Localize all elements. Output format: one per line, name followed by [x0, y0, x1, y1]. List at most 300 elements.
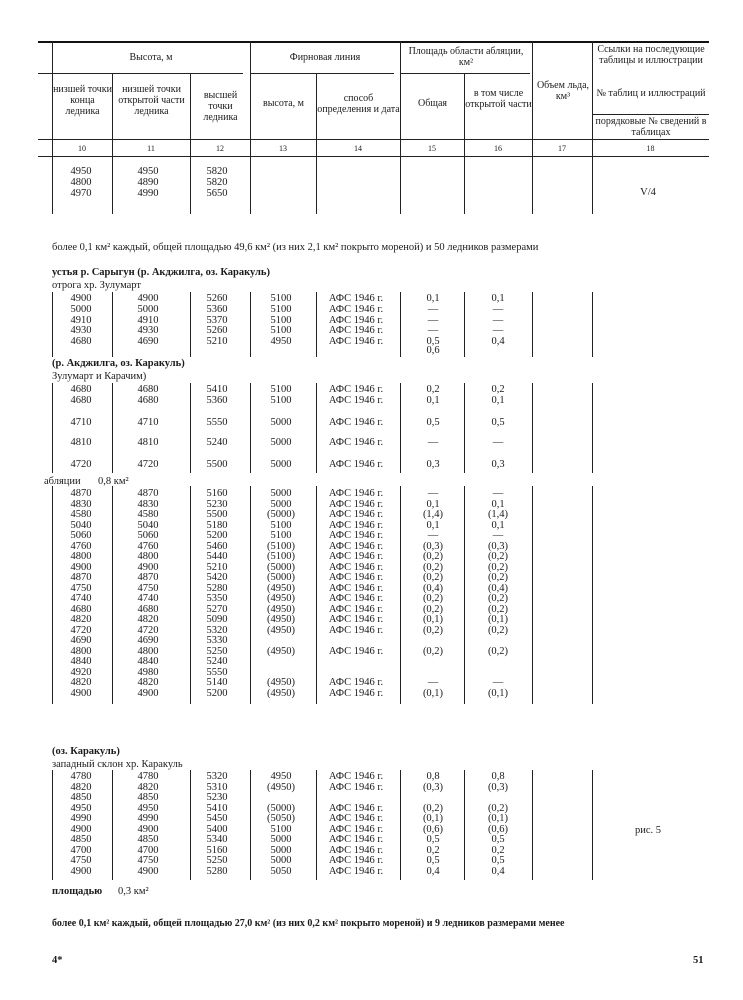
header-rule-area: [400, 73, 530, 74]
table-top-rule: [38, 41, 709, 43]
g1-cell-firn-method: АФС 1946 г.: [328, 293, 384, 304]
g2-cell-low-end: 4710: [70, 417, 92, 428]
header-refs-numbers: порядковые № сведений в таблицах: [595, 116, 707, 138]
g3-cell-area-open: (0,3): [487, 540, 509, 552]
g1-vrule: [464, 292, 465, 357]
g2-vrule: [316, 383, 317, 473]
g1-cell-high: 5210: [206, 336, 228, 347]
g1-cell-firn-height: 5100: [270, 325, 292, 336]
g3-cell-firn-method: АФС 1946 г.: [328, 645, 384, 657]
g3-cell-area-open: (0,1): [487, 614, 509, 625]
g2-cell-low-end: 4720: [70, 459, 92, 470]
colnum-15: 15: [428, 144, 436, 153]
g1-cell-low-open: 4930: [137, 325, 159, 336]
g4-cell-low-end: 4850: [70, 834, 92, 845]
g2-cell-high: 5500: [206, 459, 228, 470]
g3-cell-area-open: (0,2): [487, 561, 509, 573]
g0-cell-low-end: 4970: [70, 188, 92, 199]
g4-cell-low-end: 4990: [70, 813, 92, 824]
g2-cell-area-total: 0,3: [426, 459, 440, 470]
g4-cell-area-total: (0,1): [422, 813, 444, 824]
g4-cell-firn-method: АФС 1946 г.: [328, 802, 384, 814]
g1-vrule: [112, 292, 113, 357]
g3-cell-area-open: (0,2): [487, 603, 509, 615]
g4-cell-area-total: 0,5: [426, 834, 440, 845]
g4-cell-low-end: 4900: [70, 865, 92, 877]
g3-cell-area-total: (0,2): [422, 624, 444, 636]
g1-cell-area-total: —: [427, 304, 439, 315]
g3-cell-area-total: (0,4): [422, 582, 444, 594]
g1-cell-low-end: 5000: [70, 304, 92, 315]
g4-vrule: [190, 770, 191, 880]
g3-cell-low-end: 4740: [70, 593, 92, 604]
g3-cell-low-end: 4870: [70, 572, 92, 583]
g4-cell-area-total: (0,3): [422, 781, 444, 793]
g4-vrule: [592, 770, 593, 880]
g1-cell-firn-height: 5100: [270, 304, 292, 315]
g1-cell-area-total: 0,5: [426, 336, 440, 347]
g1-cell-low-end: 4900: [70, 293, 92, 304]
g4-cell-low-end: 4700: [70, 844, 92, 856]
colnum-13: 13: [279, 144, 287, 153]
g0-cell-high: 5820: [206, 177, 228, 188]
g3-cell-high: 5180: [206, 519, 228, 531]
g3-cell-low-end: 4580: [70, 509, 92, 520]
g3-cell-firn-height: (5000): [267, 509, 295, 520]
g1-cell-low-open: 4910: [137, 315, 159, 326]
g3-cell-low-open: 4830: [137, 498, 159, 510]
colnum-11: 11: [147, 144, 155, 153]
g4-cell-high: 5160: [206, 844, 228, 856]
g3-cell-firn-height: (4950): [267, 582, 295, 594]
g4-cell-high: 5320: [206, 771, 228, 782]
g3-cell-high: 5330: [206, 635, 228, 646]
g3-cell-firn-method: АФС 1946 г.: [328, 603, 384, 615]
g3-cell-low-open: 4680: [137, 603, 159, 615]
g3-cell-low-open: 4800: [137, 551, 159, 562]
g3-cell-high: 5440: [206, 551, 228, 562]
colnum-18: 18: [646, 144, 655, 153]
g1-cell-area-open: —: [492, 315, 504, 326]
g3-cell-low-open: 4800: [137, 645, 159, 657]
g3-vrule: [112, 486, 113, 704]
g3-cell-high: 5280: [206, 582, 228, 594]
g0-cell-low-end: 4800: [70, 177, 92, 188]
g4-cell-area-total: (0,2): [422, 802, 444, 814]
g0-ref: V/4: [640, 187, 656, 198]
g3-cell-area-total: 0,1: [426, 519, 440, 531]
g3-cell-firn-height: (4950): [267, 603, 295, 615]
colnum-14: 14: [354, 144, 362, 153]
g1-vrule: [592, 292, 593, 357]
g1-cell-area-total: —: [427, 325, 439, 336]
summary-text-1: более 0,1 км² каждый, общей площадью 49,6 км² (из них 2,1 км² покрыто мореной) и 50 ледников размерами: [52, 242, 539, 253]
g1-cell-low-open: 5000: [137, 304, 159, 315]
g4-cell-firn-method: АФС 1946 г.: [328, 781, 384, 793]
g0-vrule: [400, 156, 401, 214]
g2-cell-firn-height: 5100: [270, 395, 292, 406]
g1-cell-firn-method: АФС 1946 г.: [328, 315, 384, 326]
g1-cell-area-total: 0,1: [426, 293, 440, 304]
g3-cell-area-total: (0,2): [422, 561, 444, 573]
g3-vrule: [464, 486, 465, 704]
g2-cell-firn-height: 5000: [270, 417, 292, 428]
g3-cell-firn-method: АФС 1946 г.: [328, 551, 384, 562]
g2-cell-firn-method: АФС 1946 г.: [328, 384, 384, 395]
g3-cell-area-total: (0,2): [422, 603, 444, 615]
g4-cell-firn-method: АФС 1946 г.: [328, 844, 384, 856]
g4-cell-area-open: (0,3): [487, 781, 509, 793]
g2-cell-area-total: 0,2: [426, 384, 440, 395]
g4-cell-firn-height: 5100: [270, 823, 292, 835]
g4-cell-firn-height: (4950): [267, 781, 295, 793]
g3-cell-area-open: 0,1: [491, 498, 505, 510]
g4-cell-low-open: 4900: [137, 823, 159, 835]
g3-cell-low-end: 5060: [70, 530, 92, 541]
g4-cell-low-end: 4850: [70, 792, 92, 803]
g4-vrule: [250, 770, 251, 880]
g3-cell-firn-method: АФС 1946 г.: [328, 519, 384, 531]
g2-cell-low-open: 4810: [137, 437, 159, 448]
colnum-rule: [38, 156, 709, 157]
g3-label-area: 0,8 км²: [98, 476, 129, 487]
g2-cell-low-end: 4810: [70, 437, 92, 448]
g3-cell-low-end: 4870: [70, 488, 92, 499]
g3-cell-low-open: 4580: [137, 509, 159, 520]
g4-cell-low-open: 4900: [137, 865, 159, 877]
g4-cell-high: 5410: [206, 802, 228, 814]
g4-ref: рис. 5: [634, 825, 662, 836]
g2-vrule: [250, 383, 251, 473]
g1-cell-firn-height: 4950: [270, 336, 292, 347]
g3-cell-area-open: (0,4): [487, 582, 509, 594]
g3-cell-area-total: —: [427, 677, 439, 688]
g3-vrule: [592, 486, 593, 704]
colnum-10: 10: [78, 144, 86, 153]
g4-cell-low-end: 4950: [70, 802, 92, 814]
g4-label-value: 0,3 км²: [118, 886, 149, 897]
g4-cell-firn-height: (5000): [267, 802, 295, 814]
g3-vrule: [250, 486, 251, 704]
g3-cell-firn-method: АФС 1946 г.: [328, 488, 384, 499]
g3-cell-area-total: (0,3): [422, 540, 444, 552]
g3-cell-low-end: 4830: [70, 498, 92, 510]
g4-cell-area-open: (0,6): [487, 823, 509, 835]
g3-cell-area-total: (0,2): [422, 645, 444, 657]
g3-cell-firn-height: 5100: [270, 530, 292, 541]
g3-cell-high: 5420: [206, 572, 228, 583]
g3-cell-firn-method: АФС 1946 г.: [328, 614, 384, 625]
g3-cell-firn-method: АФС 1946 г.: [328, 677, 384, 688]
g3-cell-firn-height: (5100): [267, 551, 295, 562]
g1-cell-firn-height: 5100: [270, 315, 292, 326]
g3-cell-high: 5270: [206, 603, 228, 615]
g3-vrule: [316, 486, 317, 704]
g3-cell-firn-method: АФС 1946 г.: [328, 498, 384, 510]
g4-cell-firn-method: АФС 1946 г.: [328, 865, 384, 877]
g3-cell-low-end: 4760: [70, 540, 92, 552]
g4-cell-firn-method: АФС 1946 г.: [328, 834, 384, 845]
g1-cell-area-total: —: [427, 315, 439, 326]
g0-vrule: [112, 156, 113, 214]
g4-cell-low-open: 4780: [137, 771, 159, 782]
g4-vrule: [112, 770, 113, 880]
g3-cell-high: 5550: [206, 666, 228, 678]
g2-cell-firn-method: АФС 1946 г.: [328, 417, 384, 428]
g3-cell-firn-height: (5000): [267, 572, 295, 583]
g0-vrule: [190, 156, 191, 214]
header-area-open: в том числе открытой части: [465, 88, 532, 110]
g4-cell-high: 5310: [206, 781, 228, 793]
g3-cell-high: 5320: [206, 624, 228, 636]
g3-cell-low-end: 4820: [70, 677, 92, 688]
g1-extra: 0,6: [426, 345, 440, 356]
g3-cell-low-end: 4680: [70, 603, 92, 615]
g3-cell-low-end: 4900: [70, 561, 92, 573]
g1-cell-high: 5370: [206, 315, 228, 326]
g3-cell-firn-height: (5100): [267, 540, 295, 552]
g3-cell-high: 5090: [206, 614, 228, 625]
g2-cell-high: 5550: [206, 417, 228, 428]
g0-vrule: [464, 156, 465, 214]
header-vysota: Высота, м: [129, 52, 173, 63]
g3-cell-area-open: —: [492, 530, 504, 541]
g3-cell-low-open: 4720: [137, 624, 159, 636]
g4-cell-firn-height: (5050): [267, 813, 295, 824]
g3-cell-low-open: 4900: [137, 687, 159, 699]
g3-cell-low-open: 4740: [137, 593, 159, 604]
g3-cell-firn-method: АФС 1946 г.: [328, 582, 384, 594]
g4-vrule: [464, 770, 465, 880]
g3-cell-low-open: 4980: [137, 666, 159, 678]
g1-cell-low-end: 4910: [70, 315, 92, 326]
header-firn: Фирновая линия: [289, 52, 361, 63]
g3-cell-low-end: 4800: [70, 551, 92, 562]
g2-cell-low-open: 4720: [137, 459, 159, 470]
g1-cell-high: 5260: [206, 293, 228, 304]
g3-cell-firn-height: (4950): [267, 624, 295, 636]
g3-cell-area-open: (0,1): [487, 687, 509, 699]
g4-title: (оз. Каракуль): [52, 746, 120, 757]
g3-cell-low-end: 4720: [70, 624, 92, 636]
g2-title: (р. Акджилга, оз. Каракуль): [52, 358, 185, 369]
g3-cell-low-end: 5040: [70, 519, 92, 531]
g3-cell-high: 5160: [206, 488, 228, 499]
g2-cell-firn-height: 5000: [270, 437, 292, 448]
g3-cell-firn-method: АФС 1946 г.: [328, 509, 384, 520]
g3-cell-area-total: (0,2): [422, 593, 444, 604]
g2-cell-area-open: 0,1: [491, 395, 505, 406]
g1-vrule: [250, 292, 251, 357]
g4-cell-low-open: 4820: [137, 781, 159, 793]
g4-cell-low-open: 4750: [137, 855, 159, 866]
g0-cell-low-open: 4890: [137, 177, 159, 188]
g3-cell-high: 5250: [206, 645, 228, 657]
g1-vrule: [190, 292, 191, 357]
g3-cell-firn-method: АФС 1946 г.: [328, 530, 384, 541]
g4-cell-high: 5400: [206, 823, 228, 835]
g2-cell-firn-method: АФС 1946 г.: [328, 395, 384, 406]
header-firn-height: высота, м: [262, 98, 304, 109]
g2-vrule: [532, 383, 533, 473]
g0-cell-low-open: 4950: [137, 166, 159, 177]
summary-text-2: более 0,1 км² каждый, общей площадью 27,0 км² (из них 0,2 км² покрыто мореной) и 9 ледников размерами менее: [52, 918, 565, 929]
g2-cell-area-total: 0,1: [426, 395, 440, 406]
g3-vrule: [400, 486, 401, 704]
g3-vrule: [52, 486, 53, 704]
g3-cell-firn-method: АФС 1946 г.: [328, 572, 384, 583]
header-low-end: низшей точки конца ледника: [53, 84, 112, 117]
g3-cell-area-open: (0,2): [487, 624, 509, 636]
g1-cell-low-end: 4930: [70, 325, 92, 336]
g0-cell-low-end: 4950: [70, 166, 92, 177]
g2-cell-low-open: 4680: [137, 395, 159, 406]
page-number: 51: [693, 955, 704, 966]
g0-vrule: [592, 156, 593, 214]
header-rule-refs: [592, 114, 709, 115]
g3-cell-firn-method: АФС 1946 г.: [328, 624, 384, 636]
g4-sub: западный склон хр. Каракуль: [52, 759, 183, 770]
g3-cell-area-open: (0,2): [487, 593, 509, 604]
vrule-7h: [532, 41, 533, 156]
g3-cell-high: 5200: [206, 530, 228, 541]
g3-cell-area-open: (1,4): [487, 509, 509, 520]
g4-cell-firn-method: АФС 1946 г.: [328, 813, 384, 824]
header-low-open: низшей точки открытой части ледника: [118, 84, 185, 117]
g4-cell-area-open: (0,2): [487, 802, 509, 814]
g1-vrule: [532, 292, 533, 357]
g3-cell-firn-method: АФС 1946 г.: [328, 687, 384, 699]
g2-vrule: [464, 383, 465, 473]
g3-cell-firn-height: (4950): [267, 677, 295, 688]
g3-cell-firn-height: (4950): [267, 645, 295, 657]
g2-cell-firn-height: 5000: [270, 459, 292, 470]
g1-cell-firn-method: АФС 1946 г.: [328, 336, 384, 347]
header-refs: Ссылки на последующие таблицы и иллюстрации: [597, 44, 705, 66]
header-rule-firn: [250, 73, 394, 74]
g3-cell-high: 5350: [206, 593, 228, 604]
g1-cell-firn-height: 5100: [270, 293, 292, 304]
g3-cell-low-open: 4760: [137, 540, 159, 552]
g3-cell-area-total: 0,1: [426, 498, 440, 510]
g4-cell-firn-height: 5000: [270, 844, 292, 856]
g2-cell-firn-method: АФС 1946 г.: [328, 459, 384, 470]
g3-cell-area-total: (0,2): [422, 572, 444, 583]
g3-cell-firn-height: 5000: [270, 498, 292, 510]
g3-cell-area-open: (0,2): [487, 645, 509, 657]
g2-cell-area-open: 0,2: [491, 384, 505, 395]
g3-cell-firn-method: АФС 1946 г.: [328, 593, 384, 604]
g4-cell-area-total: 0,5: [426, 855, 440, 866]
header-firn-method: способ определения и дата: [317, 93, 400, 115]
g2-cell-low-open: 4680: [137, 384, 159, 395]
g4-cell-area-total: 0,8: [426, 771, 440, 782]
g3-cell-high: 5140: [206, 677, 228, 688]
g3-cell-firn-height: (5000): [267, 561, 295, 573]
g1-title: устья р. Сарыгун (р. Акджилга, оз. Каракуль): [52, 267, 270, 278]
g3-cell-low-open: 4870: [137, 488, 159, 499]
g3-cell-firn-height: (4950): [267, 593, 295, 604]
header-area: Площадь области абляции, км²: [408, 46, 524, 68]
g3-vrule: [190, 486, 191, 704]
g3-cell-low-open: 4820: [137, 614, 159, 625]
g4-cell-low-end: 4900: [70, 823, 92, 835]
g4-cell-low-end: 4780: [70, 771, 92, 782]
g2-cell-area-open: 0,3: [491, 459, 505, 470]
g2-cell-area-open: 0,5: [491, 417, 505, 428]
g4-cell-high: 5450: [206, 813, 228, 824]
g3-cell-low-end: 4800: [70, 645, 92, 657]
g4-cell-area-open: 0,4: [491, 865, 505, 877]
header-high: высшей точки ледника: [203, 90, 238, 123]
g4-cell-firn-method: АФС 1946 г.: [328, 823, 384, 835]
g1-cell-high: 5260: [206, 325, 228, 336]
g3-cell-low-open: 4820: [137, 677, 159, 688]
g2-cell-low-open: 4710: [137, 417, 159, 428]
g3-cell-area-open: —: [492, 488, 504, 499]
g4-cell-high: 5250: [206, 855, 228, 866]
g0-vrule: [316, 156, 317, 214]
g2-cell-firn-method: АФС 1946 г.: [328, 437, 384, 448]
g4-cell-low-open: 4700: [137, 844, 159, 856]
g4-cell-firn-method: АФС 1946 г.: [328, 771, 384, 782]
g0-cell-high: 5820: [206, 166, 228, 177]
g4-cell-area-open: 0,2: [491, 844, 505, 856]
g4-cell-high: 5340: [206, 834, 228, 845]
g1-cell-high: 5360: [206, 304, 228, 315]
g2-cell-low-end: 4680: [70, 384, 92, 395]
g3-cell-low-open: 5060: [137, 530, 159, 541]
header-area-total: Общая: [417, 98, 448, 109]
g2-cell-area-total: —: [427, 437, 439, 448]
g3-vrule: [532, 486, 533, 704]
g4-cell-low-open: 4850: [137, 792, 159, 803]
g4-cell-firn-method: АФС 1946 г.: [328, 855, 384, 866]
g1-cell-area-open: 0,4: [491, 336, 505, 347]
g3-cell-area-total: (0,1): [422, 687, 444, 699]
g4-cell-area-open: 0,8: [491, 771, 505, 782]
g4-cell-area-open: 0,5: [491, 834, 505, 845]
g0-vrule: [532, 156, 533, 214]
g1-cell-low-open: 4900: [137, 293, 159, 304]
g2-cell-area-total: 0,5: [426, 417, 440, 428]
g3-cell-low-open: 4840: [137, 656, 159, 667]
g3-cell-area-open: —: [492, 677, 504, 688]
g2-cell-low-end: 4680: [70, 395, 92, 406]
g2-vrule: [52, 383, 53, 473]
g3-cell-low-open: 4750: [137, 582, 159, 594]
g1-cell-firn-method: АФС 1946 г.: [328, 304, 384, 315]
g2-vrule: [190, 383, 191, 473]
g4-vrule: [316, 770, 317, 880]
g4-cell-area-open: (0,1): [487, 813, 509, 824]
g3-cell-high: 5460: [206, 540, 228, 552]
g3-cell-high: 5230: [206, 498, 228, 510]
colnum-17: 17: [558, 144, 566, 153]
g1-cell-area-open: —: [492, 304, 504, 315]
g3-label-ablation: абляции: [44, 476, 81, 487]
g3-cell-low-end: 4840: [70, 656, 92, 667]
g1-cell-low-open: 4690: [137, 336, 159, 347]
g3-cell-high: 5210: [206, 561, 228, 573]
g4-cell-low-open: 4850: [137, 834, 159, 845]
g0-vrule: [52, 156, 53, 214]
g3-cell-area-total: (0,2): [422, 551, 444, 562]
g4-vrule: [532, 770, 533, 880]
header-refs-tables: № таблиц и иллюстраций: [596, 88, 706, 99]
g3-cell-low-end: 4750: [70, 582, 92, 594]
vrule-8h: [592, 41, 593, 156]
